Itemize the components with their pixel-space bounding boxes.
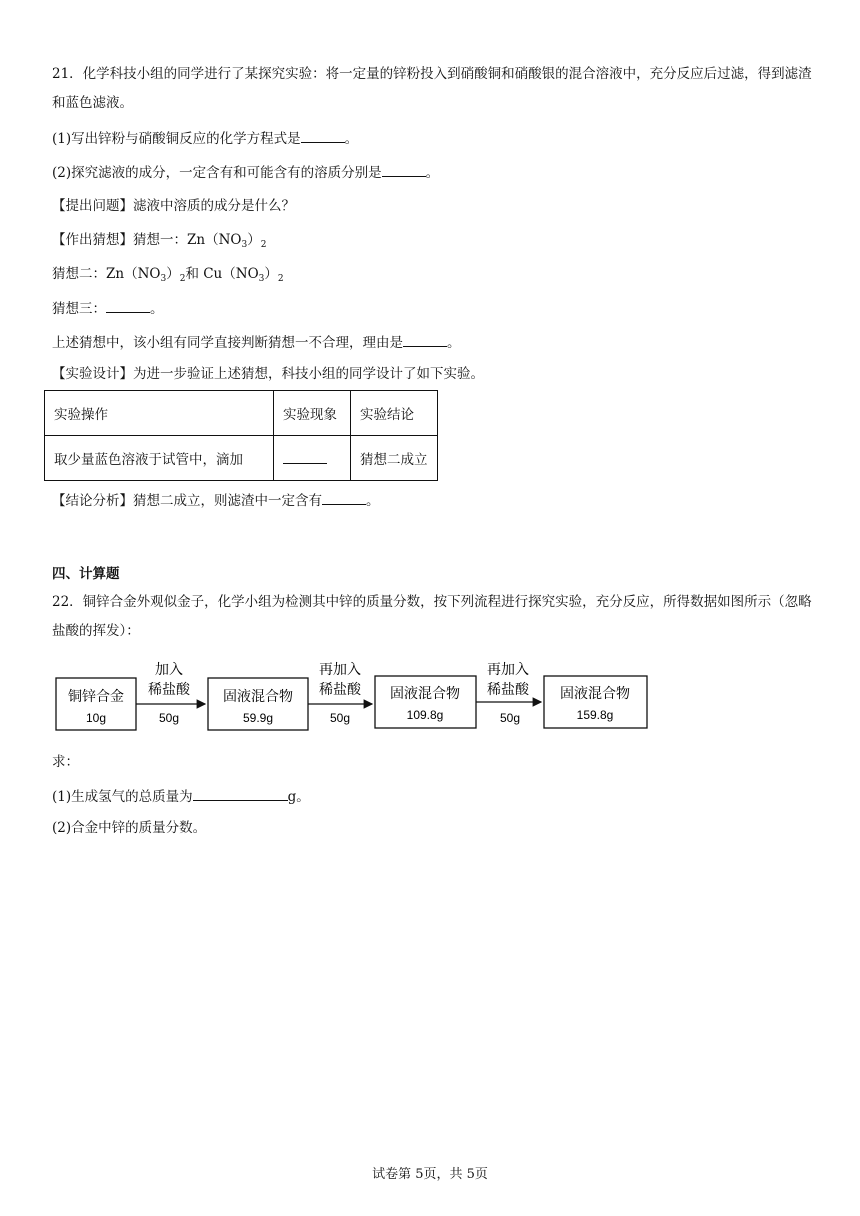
q21-question: 【提出问题】滤液中溶质的成分是什么？ [52,198,295,214]
svg-text:固液混合物: 固液混合物 [223,688,293,704]
svg-text:铜锌合金: 铜锌合金 [68,688,124,704]
flow-box-4 [544,676,647,728]
page-footer: 试卷第 5页，共 5页 [372,1167,488,1182]
q22-intro: 22．铜锌合金外观似金子，化学小组为检测其中锌的质量分数，按下列流程进行探究实验，充分反应，所得数据如图所示（忽略盐酸的挥发）： [52,594,812,639]
svg-text:再加入: 再加入 [319,661,361,677]
svg-text:59.9g: 59.9g [242,711,274,725]
q22-ask: 求： [52,754,79,770]
answer-blank[interactable] [193,786,288,801]
q21-conclusion: 【结论分析】猜想二成立，则滤渣中一定含有 。 [52,490,380,511]
q21-intro: 21．化学科技小组的同学进行了某探究实验：将一定量的锌粉投入到硝酸铜和硝酸银的混合溶液中，充分反应后过滤，得到滤渣和蓝色滤液。 [52,66,812,111]
svg-text:固液混合物: 固液混合物 [390,685,460,701]
svg-text:109.8g: 109.8g [406,708,444,722]
svg-text:再加入: 再加入 [487,661,529,677]
svg-text:159.8g: 159.8g [576,708,614,722]
answer-blank[interactable] [106,298,150,313]
svg-text:10g: 10g [85,711,107,725]
svg-text:稀盐酸: 稀盐酸 [319,681,361,697]
header-operation: 实验操作 [45,391,274,436]
header-phenomenon: 实验现象 [274,391,351,436]
q21-part2: (2)探究滤液的成分，一定含有和可能含有的溶质分别是 。 [52,162,439,183]
svg-text:50g: 50g [499,711,521,725]
q21-reason: 上述猜想中，该小组有同学直接判断猜想一不合理，理由是 。 [52,332,461,353]
answer-blank[interactable] [283,449,327,464]
section-heading: 四、计算题 [52,566,120,582]
q21-part1: (1)写出锌粉与硝酸铜反应的化学方程式是 。 [52,128,358,149]
q22-part1: (1)生成氢气的总质量为 g。 [52,786,310,807]
answer-blank[interactable] [382,162,426,177]
answer-blank[interactable] [301,128,345,143]
svg-text:固液混合物: 固液混合物 [560,685,630,701]
flow-box-3 [375,676,476,728]
answer-blank[interactable] [403,332,447,347]
q21-guess1: 【作出猜想】猜想一：$Zn(NO_3)_2$ [52,232,267,250]
q21-guess2: 猜想二：$Zn(NO_3)_2$和 $Cu(NO_3)_2$ [52,266,284,284]
flow-arrow-3 [476,661,541,725]
table-header-row [45,391,438,436]
flow-box-1 [56,678,136,730]
q21-guess3: 猜想三： 。 [52,298,164,319]
flow-arrow-1 [136,661,205,725]
answer-blank[interactable] [322,490,366,505]
q22-part2: (2)合金中锌的质量分数。 [52,820,207,836]
q21-design: 【实验设计】为进一步验证上述猜想，科技小组的同学设计了如下实验。 [52,366,484,382]
flow-arrow-2 [308,661,372,725]
experiment-table [44,390,438,481]
cell-conclusion: 猜想二成立 [351,436,438,481]
svg-text:稀盐酸: 稀盐酸 [148,681,190,697]
svg-text:稀盐酸: 稀盐酸 [487,681,529,697]
cell-operation: 取少量蓝色溶液于试管中，滴加 [45,436,274,481]
svg-text:50g: 50g [158,711,180,725]
svg-text:50g: 50g [329,711,351,725]
header-conclusion: 实验结论 [351,391,438,436]
cell-phenomenon [274,436,351,481]
flow-box-2 [208,678,308,730]
table-row [45,436,438,481]
flow-diagram [44,656,664,736]
svg-text:加入: 加入 [155,661,183,677]
